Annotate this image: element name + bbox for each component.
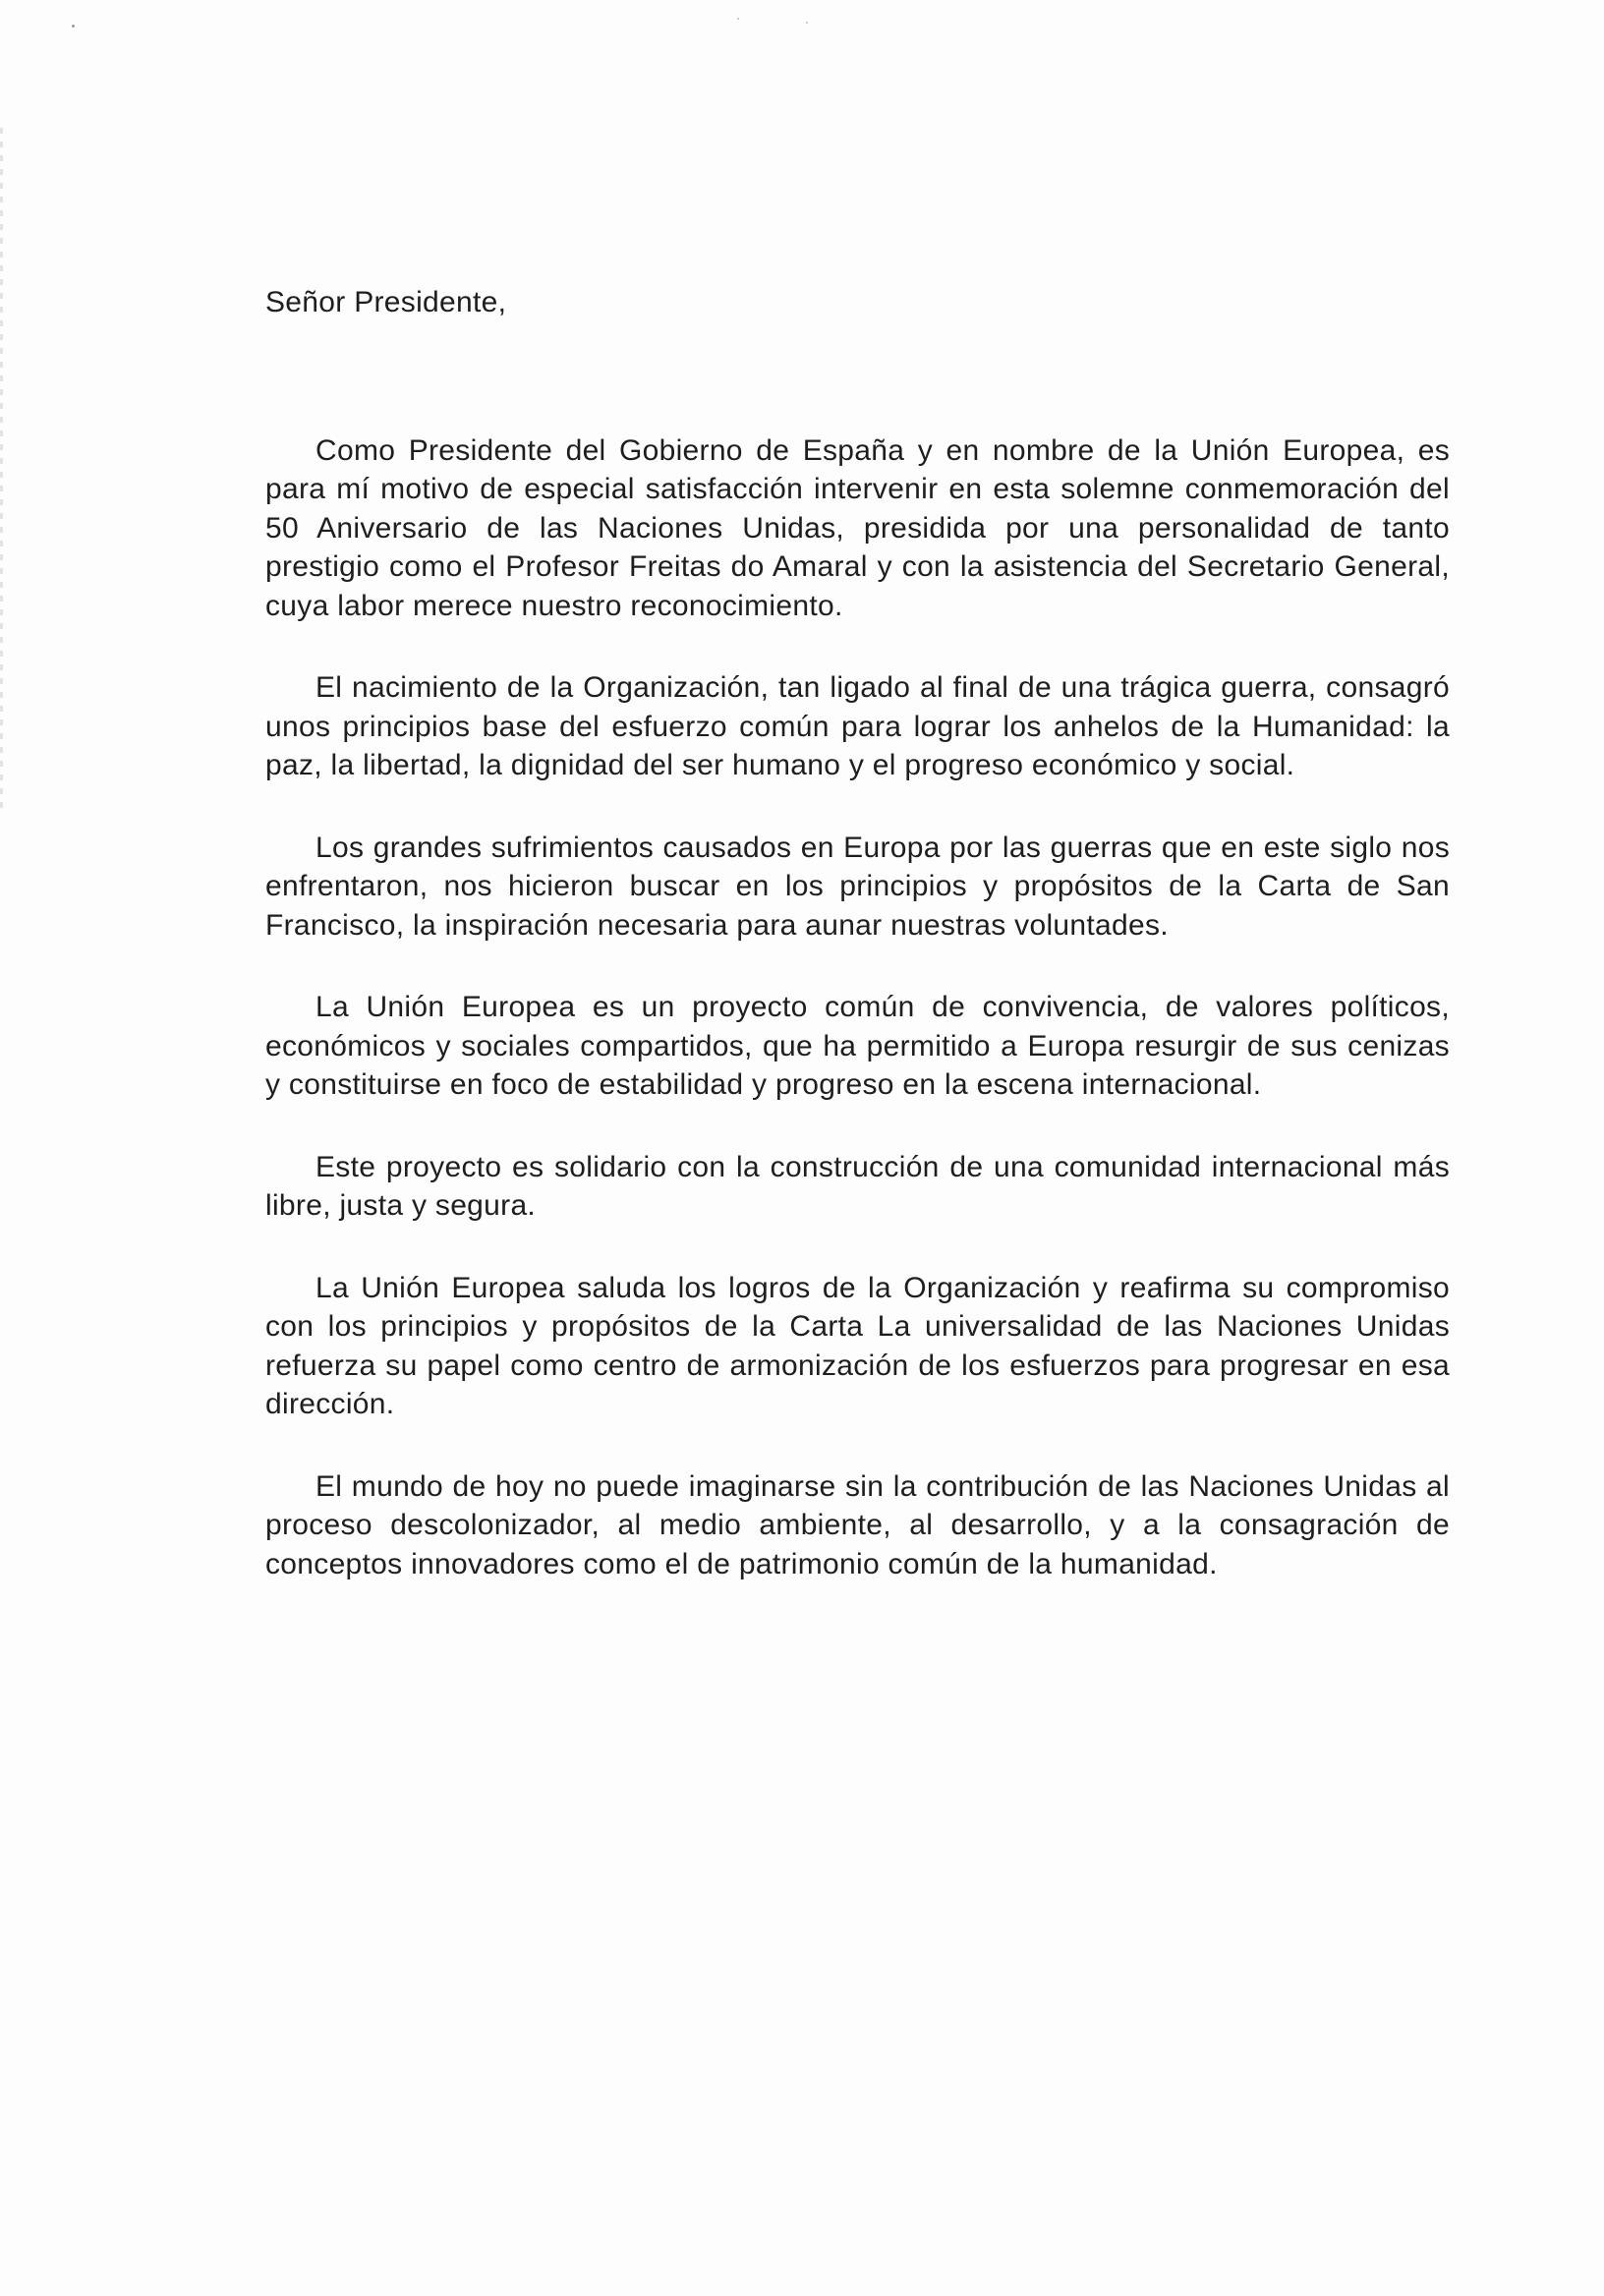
paragraph: La Unión Europea saluda los logros de la Organización y reafirma su compromiso con los principios y propósitos de la Carta La universalidad de las Naciones Unidas refuerza su papel como centro de armonización de los esfuerzos para progresar en esa dirección. — [265, 1271, 1450, 1420]
letter-body — [265, 283, 1450, 1627]
paragraph: El mundo de hoy no puede imaginarse sin la contribución de las Naciones Unidas al proceso descolonizador, al medio ambiente, al desarrollo, y a la consagración de conceptos innovadores como el de patrimonio común de la humanidad. — [265, 1469, 1450, 1580]
paragraph: Este proyecto es solidario con la construcción de una comunidad internacional más libre, justa y segura. — [265, 1150, 1450, 1222]
scan-edge-artifact — [0, 128, 3, 816]
paragraph: La Unión Europea es un proyecto común de convivencia, de valores políticos, económicos y sociales compartidos, que ha permitido a Europa resurgir de sus cenizas y constituirse en foco de estabilidad y progreso en la escena internacional. — [265, 991, 1450, 1101]
scan-speck — [737, 18, 739, 20]
paragraph: El nacimiento de la Organización, tan ligado al final de una trágica guerra, consagró unos principios base del esfuerzo común para lograr los anhelos de la Humanidad: la paz, la libertad, la dignidad del ser humano y el progreso económico y social. — [265, 671, 1450, 781]
paragraph: Los grandes sufrimientos causados en Europa por las guerras que en este siglo nos enfrentaron, nos hicieron buscar en los principios y propósitos de la Carta de San Francisco, la inspiración necesaria para aunar nuestras voluntades. — [265, 831, 1450, 942]
scan-speck — [806, 22, 808, 24]
paragraph: Como Presidente del Gobierno de España y en nombre de la Unión Europea, es para mí motivo de especial satisfacción intervenir en esta solemne conmemoración del 50 Aniversario de las Naciones Unidas, presidida por una personalidad de tanto prestigio como el Profesor Freitas do Amaral y con la asistencia del Secretario General, cuya labor merece nuestro reconocimiento. — [265, 433, 1450, 622]
salutation: Señor Presidente, — [265, 286, 507, 318]
scan-speck — [72, 25, 75, 28]
